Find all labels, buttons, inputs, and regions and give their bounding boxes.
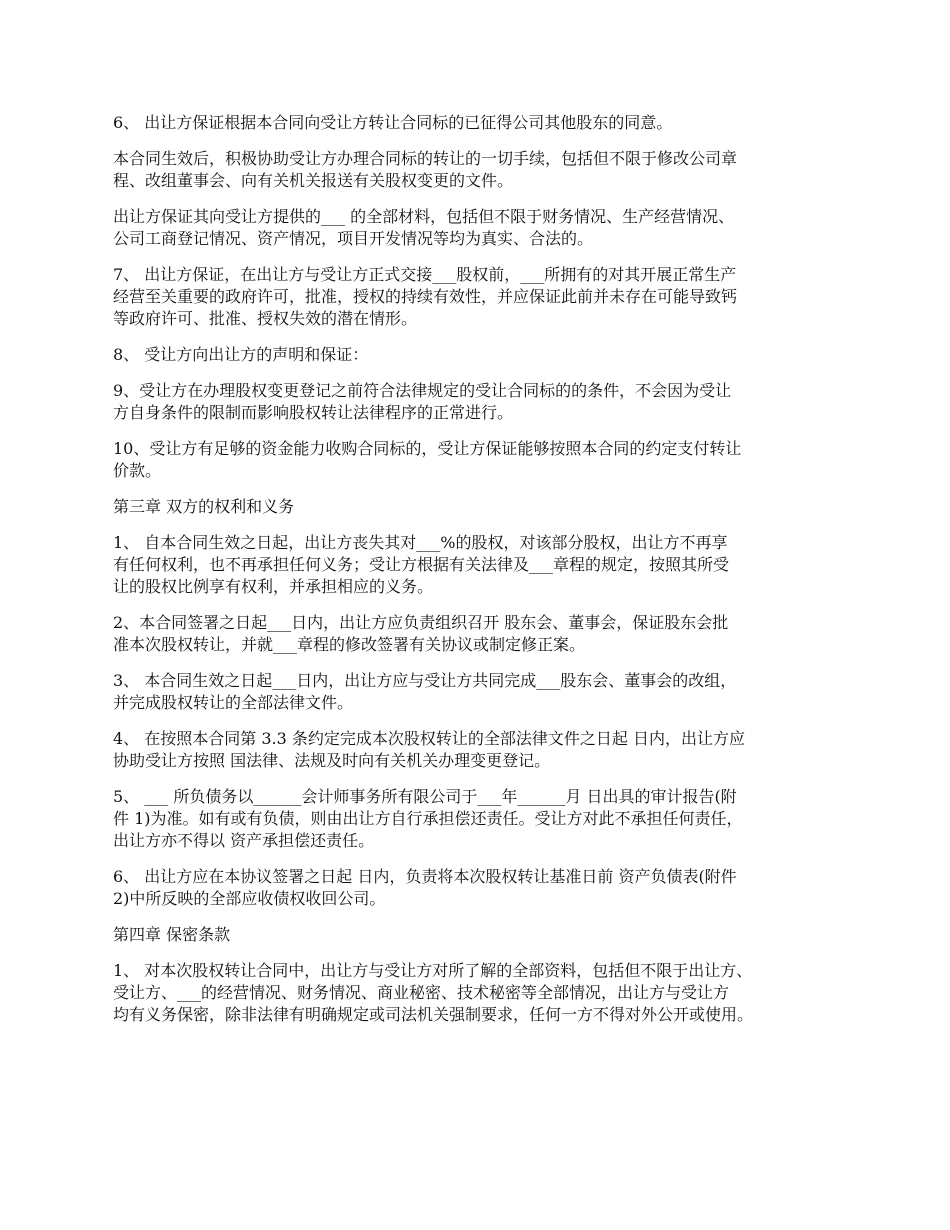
paragraph-clause-10-funding-capacity: 10、受让方有足够的资金能力收购合同标的，受让方保证能够按照本合同的约定支付转让 价款。 (113, 439, 742, 480)
paragraph-clause-9-transferee-conditions: 9、受让方在办理股权变更登记之前符合法律规定的受让合同标的的条件，不会因为受让 方自身条件的限制而影响股权转让法律程序的正常进行。 (113, 381, 732, 422)
chapter-4-heading: 第四章 保密条款 (113, 925, 231, 944)
paragraph-ch3-clause-5-debts-audit: 5、 ___ 所负债务以______会计师事务所有限公司于___年______月 日出具的审计报告(附 件 1)为准。如有或有负债，则由出让方自行承担偿还责任。受让方对此不承担任何责任， 出让方亦不得以 资产承担偿还责任。 (113, 787, 743, 850)
paragraph-assist-transfer-procedures: 本合同生效后，积极协助受让方办理合同标的转让的一切手续，包括但不限于修改公司章 程、改组董事会、向有关机关报送有关股权变更的文件。 (113, 149, 738, 190)
paragraph-ch4-clause-1-confidentiality: 1、 对本次股权转让合同中，出让方与受让方对所了解的全部资料，包括但不限于出让方、 受让方、___的经营情况、财务情况、商业秘密、技术秘密等全部情况，出让方与受让方 均有义务保密，除非法律有明确规定或司法机关强制要求，任何一方不得对外公开或使用。 (113, 961, 754, 1024)
paragraph-ch3-clause-6-receivables: 6、 出让方应在本协议签署之日起 日内，负责将本次股权转让基准日前 资产负债表(附件 2)中所反映的全部应收债权收回公司。 (113, 867, 737, 908)
paragraph-ch3-clause-1-rights-lost: 1、 自本合同生效之日起，出让方丧失其对___%的股权，对该部分股权，出让方不再享 有任何权利，也不再承担任何义务；受让方根据有关法律及___章程的规定，按照其所受 让的股权比例享有权利，并承担相应的义务。 (113, 533, 730, 596)
paragraph-clause-6-shareholder-consent: 6、 出让方保证根据本合同向受让方转让合同标的已征得公司其他股东的同意。 (113, 113, 673, 132)
document-body (113, 112, 848, 1040)
paragraph-clause-7-permits-validity: 7、 出让方保证，在出让方与受让方正式交接___股权前，___所拥有的对其开展正常生产 经营至关重要的政府许可，批准，授权的持续有效性，并应保证此前并未存在可能导致钙 等政府许可、批准、授权失效的潜在情形。 (113, 265, 738, 328)
paragraph-ch3-clause-2-shareholder-meeting: 2、本合同签署之日起___日内，出让方应负责组织召开 股东会、董事会，保证股东会批 准本次股权转让，并就___章程的修改签署有关协议或制定修正案。 (113, 613, 729, 654)
paragraph-materials-true-legal: 出让方保证其向受让方提供的___ 的全部材料，包括但不限于财务情况、生产经营情况、 公司工商登记情况、资产情况，项目开发情况等均为真实、合法的。 (113, 207, 735, 248)
paragraph-ch3-clause-3-board-reorganization: 3、 本合同生效之日起___日内，出让方应与受让方共同完成___股东会、董事会的改组， 并完成股权转让的全部法律文件。 (113, 671, 737, 712)
chapter-3-heading: 第三章 双方的权利和义务 (113, 497, 295, 516)
paragraph-ch3-clause-4-change-registration: 4、 在按照本合同第 3.3 条约定完成本次股权转让的全部法律文件之日起 日内，出让方应 协助受让方按照 国法律、法规及时向有关机关办理变更登记。 (113, 729, 745, 770)
paragraph-clause-8-transferee-warranty: 8、 受让方向出让方的声明和保证： (113, 345, 369, 364)
